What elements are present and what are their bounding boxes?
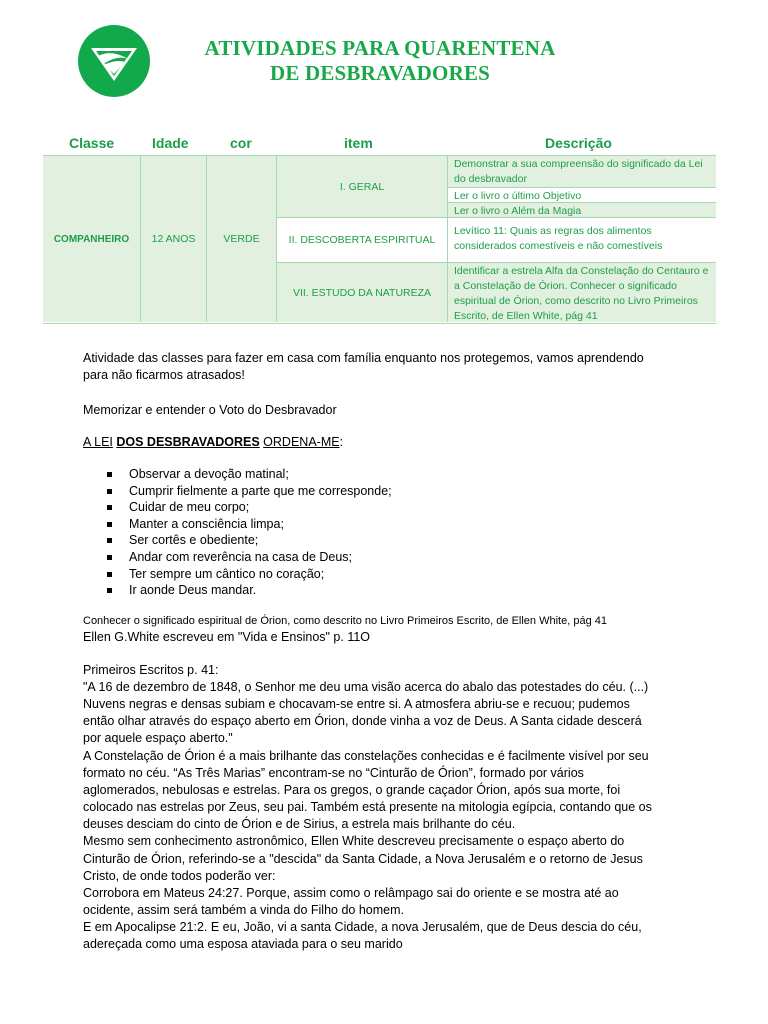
article-line: então olhar através do espaço aberto em Órion, donde vinha a voz de Deus. A Santa cidade descerá <box>83 714 642 729</box>
article-line: "A 16 de dezembro de 1848, o Senhor me deu uma visão acerca do abalo das potestades do céu. (...) <box>83 680 649 694</box>
cell-desc-ultimo-objetivo: Ler o livro o último Objetivo <box>447 187 716 202</box>
list-item: Ser cortês e obediente; <box>105 532 392 549</box>
article-line: aglomerados, nebulosas e estrelas. Para os gregos, o grande caçador Órion, após sua morte, foi <box>83 782 621 797</box>
col-header-idade: Idade <box>152 135 189 151</box>
law-heading-part-a: A LEI <box>83 435 113 449</box>
article-line: Nuvens negras e densas subiam e chocavam-se entre si. A atmosfera abriu-se e recuou; pudemos <box>83 697 630 712</box>
list-item: Andar com reverência na casa de Deus; <box>105 549 392 566</box>
article-line: Corrobora em Mateus 24:27. Porque, assim como o relâmpago sai do oriente e se mostra até ao <box>83 885 619 900</box>
article-line: colocado nas estrelas por Zeus, seu pai. Também está presente na mitologia egípcia, contando que os <box>83 800 652 815</box>
cell-item-natureza: VII. ESTUDO DA NATUREZA <box>276 262 447 322</box>
cell-cor: VERDE <box>206 156 276 322</box>
title-line-2: DE DESBRAVADORES <box>269 61 491 85</box>
pathfinder-emblem-icon <box>78 25 150 97</box>
primeiros-heading: Primeiros Escritos p. 41: <box>83 663 219 677</box>
article-line: formato no céu. “As Três Marias” encontram-se no “Cinturão de Órion”, formado por vários <box>83 765 584 780</box>
list-item: Cumprir fielmente a parte que me corresponde; <box>105 483 392 500</box>
cell-desc-alem-da-magia: Ler o livro o Além da Magia <box>447 202 716 217</box>
article-line: ocidente, assim será também a vinda do Filho do homem. <box>83 903 404 918</box>
list-item: Ter sempre um cântico no coração; <box>105 566 392 583</box>
intro-paragraph <box>83 350 693 384</box>
list-item: Observar a devoção matinal; <box>105 466 392 483</box>
article-line: A Constelação de Órion é a mais brilhante das constelações conhecidas e é facilmente visível por seu <box>83 748 649 763</box>
col-header-cor: cor <box>230 135 252 151</box>
intro-line-1: Atividade das classes para fazer em casa com família enquanto nos protegemos, vamos aprendendo <box>83 351 644 365</box>
cell-item-geral: I. GERAL <box>276 156 447 217</box>
intro-line-2: para não ficarmos atrasados! <box>83 368 245 382</box>
orion-line: Conhecer o significado espiritual de Órion, como descrito no Livro Primeiros Escrito, de Ellen White, pág 41 <box>83 615 607 627</box>
title-line-1: ATIVIDADES PARA QUARENTENA <box>204 36 556 60</box>
cell-item-descoberta: II. DESCOBERTA ESPIRITUAL <box>276 217 447 262</box>
pathfinder-logo-icon <box>78 25 150 97</box>
law-heading-part-c: ORDENA-ME <box>263 435 340 449</box>
orion-article <box>83 679 693 954</box>
article-line: Cristo, de onde todos poderão ver: <box>83 868 276 883</box>
class-table <box>43 155 716 324</box>
law-list <box>105 466 392 599</box>
cell-idade: 12 ANOS <box>140 156 206 322</box>
article-line: Mesmo sem conhecimento astronômico, Ellen White descreveu precisamente o espaço aberto do <box>83 834 625 849</box>
article-line: deuses desciam do cinto de Órion e de Sirius, a estrela mais brilhante do céu. <box>83 817 516 832</box>
col-header-descricao: Descrição <box>545 135 612 151</box>
cell-classe: COMPANHEIRO <box>43 156 140 322</box>
list-item: Cuidar de meu corpo; <box>105 499 392 516</box>
cell-desc-lei: Demonstrar a sua compreensão do significado da Lei do desbravador <box>447 156 716 187</box>
law-heading-part-b: DOS DESBRAVADORES <box>116 435 260 449</box>
col-header-item: item <box>344 135 373 151</box>
ellen-line: Ellen G.White escreveu em "Vida e Ensinos" p. 11O <box>83 630 371 644</box>
law-heading-colon: : <box>339 435 344 449</box>
col-header-classe: Classe <box>69 135 115 151</box>
article-line: Cinturão de Órion, referindo-se a "descida" da Santa Cidade, a Nova Jerusalém e o retorno de Jesus <box>83 851 643 866</box>
list-item: Ir aonde Deus mandar. <box>105 582 392 599</box>
article-line: adereçada como uma esposa ataviada para o seu marido <box>83 937 403 952</box>
law-heading <box>83 434 693 451</box>
cell-desc-orion: Identificar a estrela Alfa da Constelação do Centauro e a Constelação de Órion. Conhecer o significado espiritual de Órion, como descrito no Livro Primeiros Escrito, de Ellen White, pág 41 <box>447 262 716 322</box>
memorize-line: Memorizar e entender o Voto do Desbravador <box>83 403 337 417</box>
article-line: E em Apocalipse 21:2. E eu, João, vi a santa Cidade, a nova Jerusalém, que de Deus descia do céu, <box>83 920 642 935</box>
article-line: por aquele espaço aberto." <box>83 731 233 746</box>
list-item: Manter a consciência limpa; <box>105 516 392 533</box>
cell-desc-levitico: Levítico 11: Quais as regras dos alimentos considerados comestíveis e não comestíveis <box>447 217 716 262</box>
page-title <box>160 36 600 86</box>
